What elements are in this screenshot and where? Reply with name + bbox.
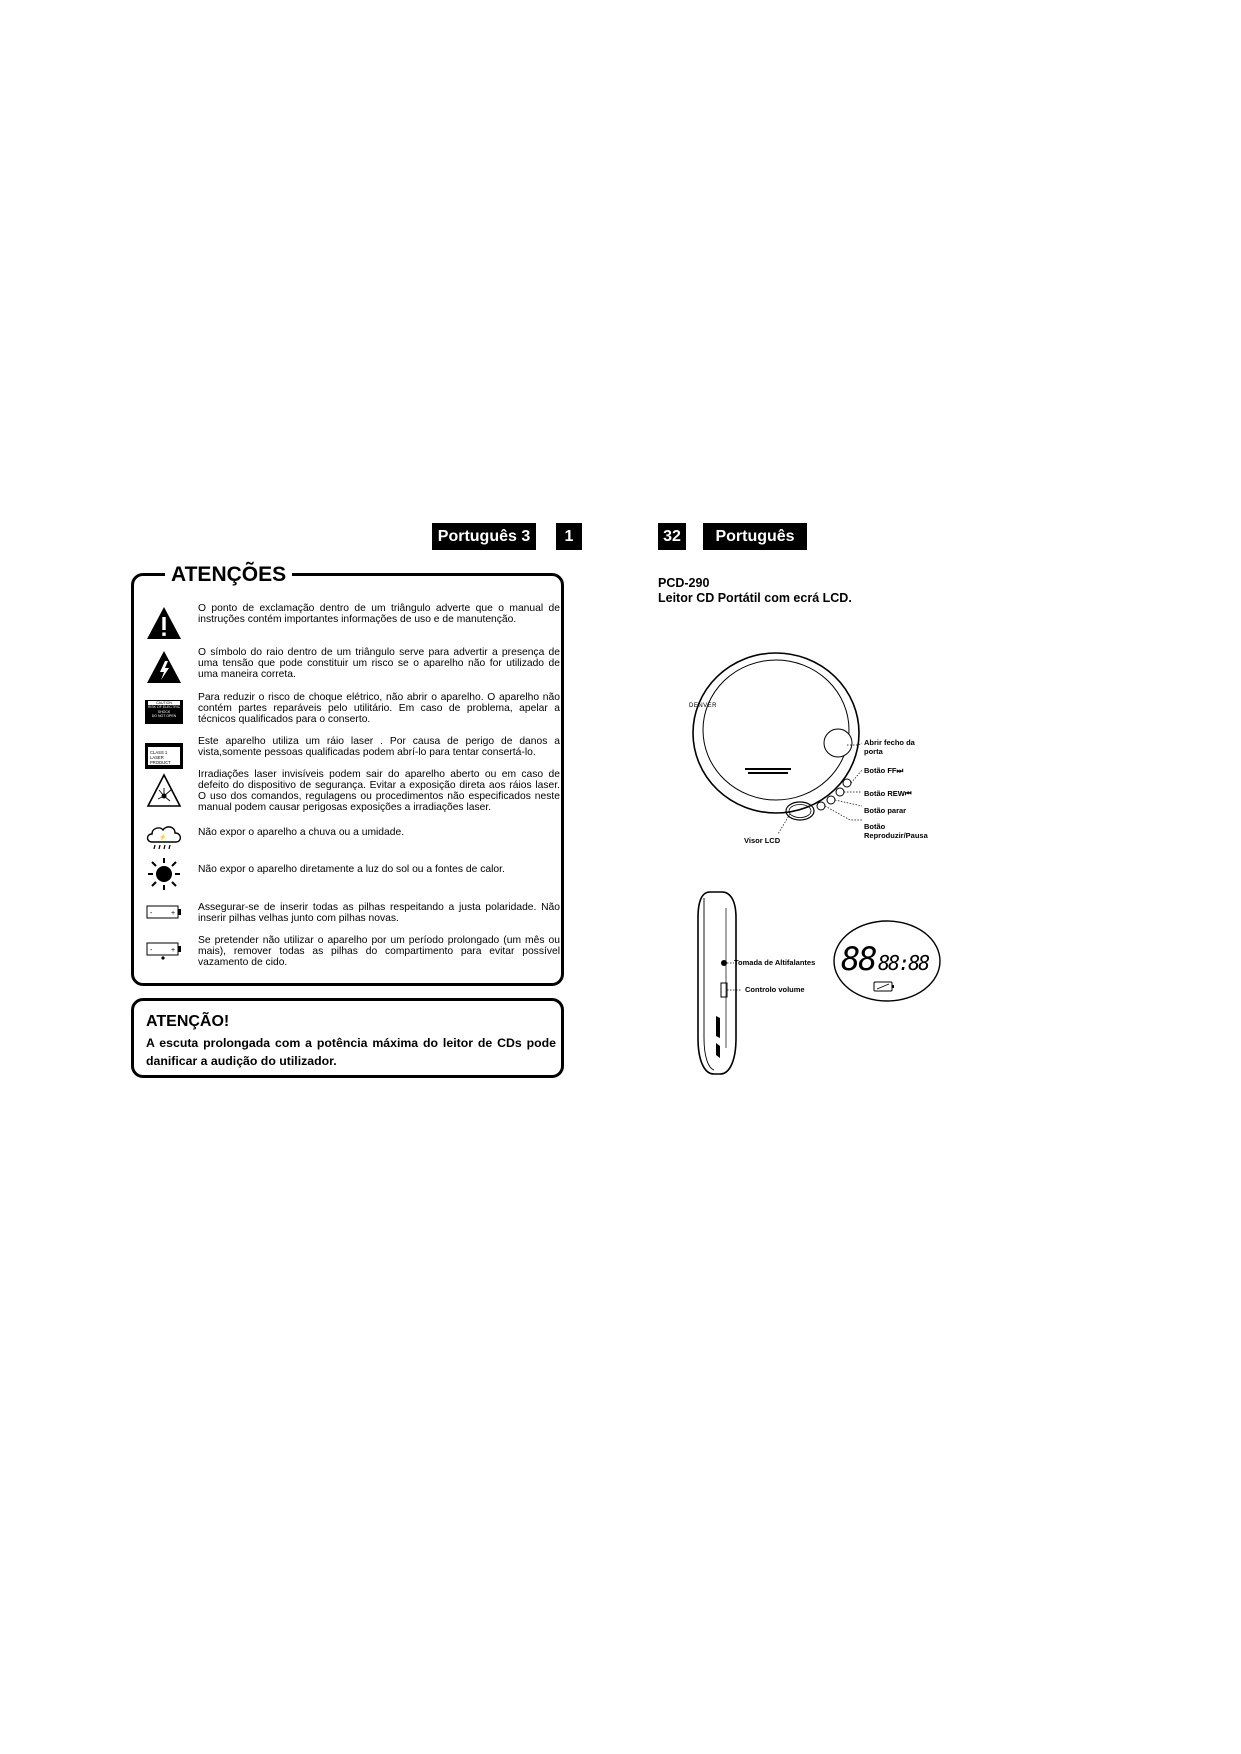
caution-label-line: CAUTION <box>148 701 180 705</box>
class1-laser-label-icon <box>144 736 184 776</box>
brand-label: DENVER <box>689 703 718 709</box>
page-language-tab-right: Português <box>703 523 807 550</box>
warning-text: Assegurar-se de inserir todas as pilhas respeitando a justa polaridade. Não inserir pilhas velhas junto com pilhas novas. <box>198 902 560 924</box>
attention-title: ATENÇÃO! <box>146 1013 230 1030</box>
battery-icon <box>144 892 184 932</box>
exclamation-triangle-icon <box>144 603 184 643</box>
laser-label-line: CLASS 1 <box>150 750 168 755</box>
label-open-lid: Abrir fecho da <box>864 738 915 747</box>
warnings-title: ATENÇÕES <box>165 564 292 586</box>
svg-text:-: - <box>150 910 153 917</box>
cd-player-side-illustration <box>690 888 770 1078</box>
label-rew-button: Botão REW⏮ <box>864 789 912 798</box>
sun-icon <box>144 854 184 894</box>
caution-label-icon <box>144 692 184 732</box>
warning-text: Se pretender não utilizar o aparelho por um período prolongado (um mês ou mais), remover todas as pilhas do compartimento para evitar possível vazamento de cido. <box>198 935 560 968</box>
warning-text: Irradiações laser invisíveis podem sair do aparelho aberto ou em caso de defeito do dispositivo de segurança. Evitar a exposição direta aos ráios laser. O uso dos comandos, regulagens ou procedimentos não especificados neste manual podem causar perigosas exposições a irradiações laser. <box>198 769 560 813</box>
laser-warning-icon <box>144 771 184 811</box>
laser-label-line: LASER PRODUCT <box>150 755 171 765</box>
page-number-right: 32 <box>658 523 686 550</box>
label-volume-control: Controlo volume <box>745 985 805 994</box>
battery-remove-icon <box>144 931 184 971</box>
warning-text: Para reduzir o risco de choque elétrico, não abrir o aparelho. O aparelho não contém partes reparáveis pelo utilitário. Em caso de problema, apelar a técnicos qualificados para o conserto. <box>198 692 560 725</box>
label-lcd: Visor LCD <box>744 836 781 845</box>
lcd-digits-big: 88 <box>841 940 876 978</box>
product-subtitle: Leitor CD Portátil com ecrá LCD. <box>658 591 852 605</box>
warning-text: O ponto de exclamação dentro de um triângulo adverte que o manual de instruções contém importantes informações de uso e de manutenção. <box>198 603 560 625</box>
svg-text:+: + <box>171 910 176 917</box>
svg-text:+: + <box>171 947 176 954</box>
warning-text: O símbolo do raio dentro de um triângulo serve para advertir a presença de uma tensão que pode constituir um risco se o aparelho não for utilizado de uma maneira correta. <box>198 647 560 680</box>
label-ff-button: Botão FF⏭ <box>864 766 904 775</box>
lcd-digits-small: 88:88 <box>878 951 929 975</box>
label-open-lid-2: porta <box>864 747 883 756</box>
attention-text: A escuta prolongada com a potência máxima do leitor de CDs pode danificar a audição do utilizador. <box>146 1036 556 1068</box>
caution-label-line: SHOCK <box>157 709 171 714</box>
lightning-triangle-icon <box>144 647 184 687</box>
page-language-tab-left: Português 3 <box>432 523 536 550</box>
warning-text: Não expor o aparelho diretamente a luz do sol ou a fontes de calor. <box>198 864 505 875</box>
warning-text: Não expor o aparelho a chuva ou a umidade. <box>198 827 405 838</box>
caution-label-line: DO NOT OPEN <box>151 713 177 718</box>
page-number-left: 1 <box>556 523 582 550</box>
model-name: PCD-290 <box>658 576 710 590</box>
rain-cloud-icon <box>144 819 184 859</box>
label-stop-button: Botão parar <box>864 806 907 815</box>
svg-text:-: - <box>150 947 153 954</box>
caution-label-line: RISK OF ELECTRIC <box>147 705 181 710</box>
cd-player-front-illustration <box>690 650 970 850</box>
svg-text:⚡: ⚡ <box>159 835 167 841</box>
label-play-button-2: Reproduzir/Pausa <box>864 831 928 840</box>
label-play-button: Botão <box>864 822 886 831</box>
label-headphone-jack: Tomada de Altifalantes <box>734 958 816 967</box>
warning-text: Este aparelho utiliza um ráio laser . Por causa de perigo de danos a vista,somente pessoas qualificadas podem abrí-lo para tentar consertá-lo. <box>198 736 560 758</box>
